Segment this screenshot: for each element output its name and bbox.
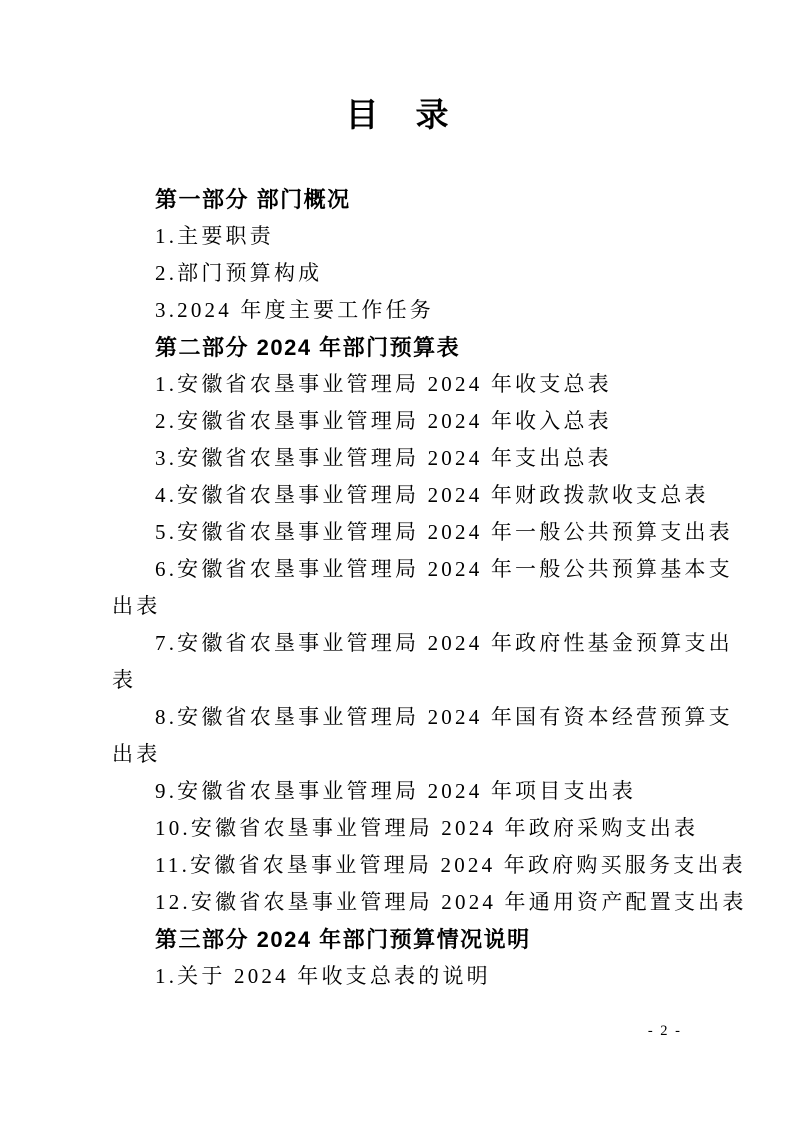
toc-entry: 1.安徽省农垦事业管理局 2024 年收支总表 — [155, 372, 612, 396]
toc-entry: 5.安徽省农垦事业管理局 2024 年一般公共预算支出表 — [155, 520, 733, 544]
toc-entry: 7.安徽省农垦事业管理局 2024 年政府性基金预算支出 — [155, 631, 733, 655]
toc-entry: 4.安徽省农垦事业管理局 2024 年财政拨款收支总表 — [155, 483, 709, 507]
toc-entry: 1.主要职责 — [155, 224, 274, 248]
toc-entry: 12.安徽省农垦事业管理局 2024 年通用资产配置支出表 — [155, 890, 747, 914]
toc-entry: 3.2024 年度主要工作任务 — [155, 298, 434, 322]
toc-entry: 3.安徽省农垦事业管理局 2024 年支出总表 — [155, 446, 612, 470]
toc-entry: 2.部门预算构成 — [155, 261, 323, 285]
document-title: 目 录 — [345, 96, 451, 133]
page-number: - 2 - — [647, 1023, 682, 1039]
toc-section-part1: 第一部分 部门概况 — [155, 187, 351, 212]
toc-section-part2: 第二部分 2024 年部门预算表 — [155, 335, 461, 360]
toc-entry: 9.安徽省农垦事业管理局 2024 年项目支出表 — [155, 779, 637, 803]
toc-entry: 11.安徽省农垦事业管理局 2024 年政府购买服务支出表 — [155, 853, 746, 877]
page-content — [112, 94, 747, 995]
toc-entry: 6.安徽省农垦事业管理局 2024 年一般公共预算基本支 — [155, 557, 733, 581]
toc-entry: 8.安徽省农垦事业管理局 2024 年国有资本经营预算支 — [155, 705, 733, 729]
toc-section-part3: 第三部分 2024 年部门预算情况说明 — [155, 927, 531, 952]
toc-entry-wrap: 表 — [112, 668, 137, 692]
toc-entry-wrap: 出表 — [112, 594, 161, 618]
table-of-contents — [112, 181, 747, 995]
toc-entry-wrap: 出表 — [112, 742, 161, 766]
toc-entry: 2.安徽省农垦事业管理局 2024 年收入总表 — [155, 409, 612, 433]
toc-entry: 10.安徽省农垦事业管理局 2024 年政府采购支出表 — [155, 816, 699, 840]
toc-entry: 1.关于 2024 年收支总表的说明 — [155, 964, 491, 988]
